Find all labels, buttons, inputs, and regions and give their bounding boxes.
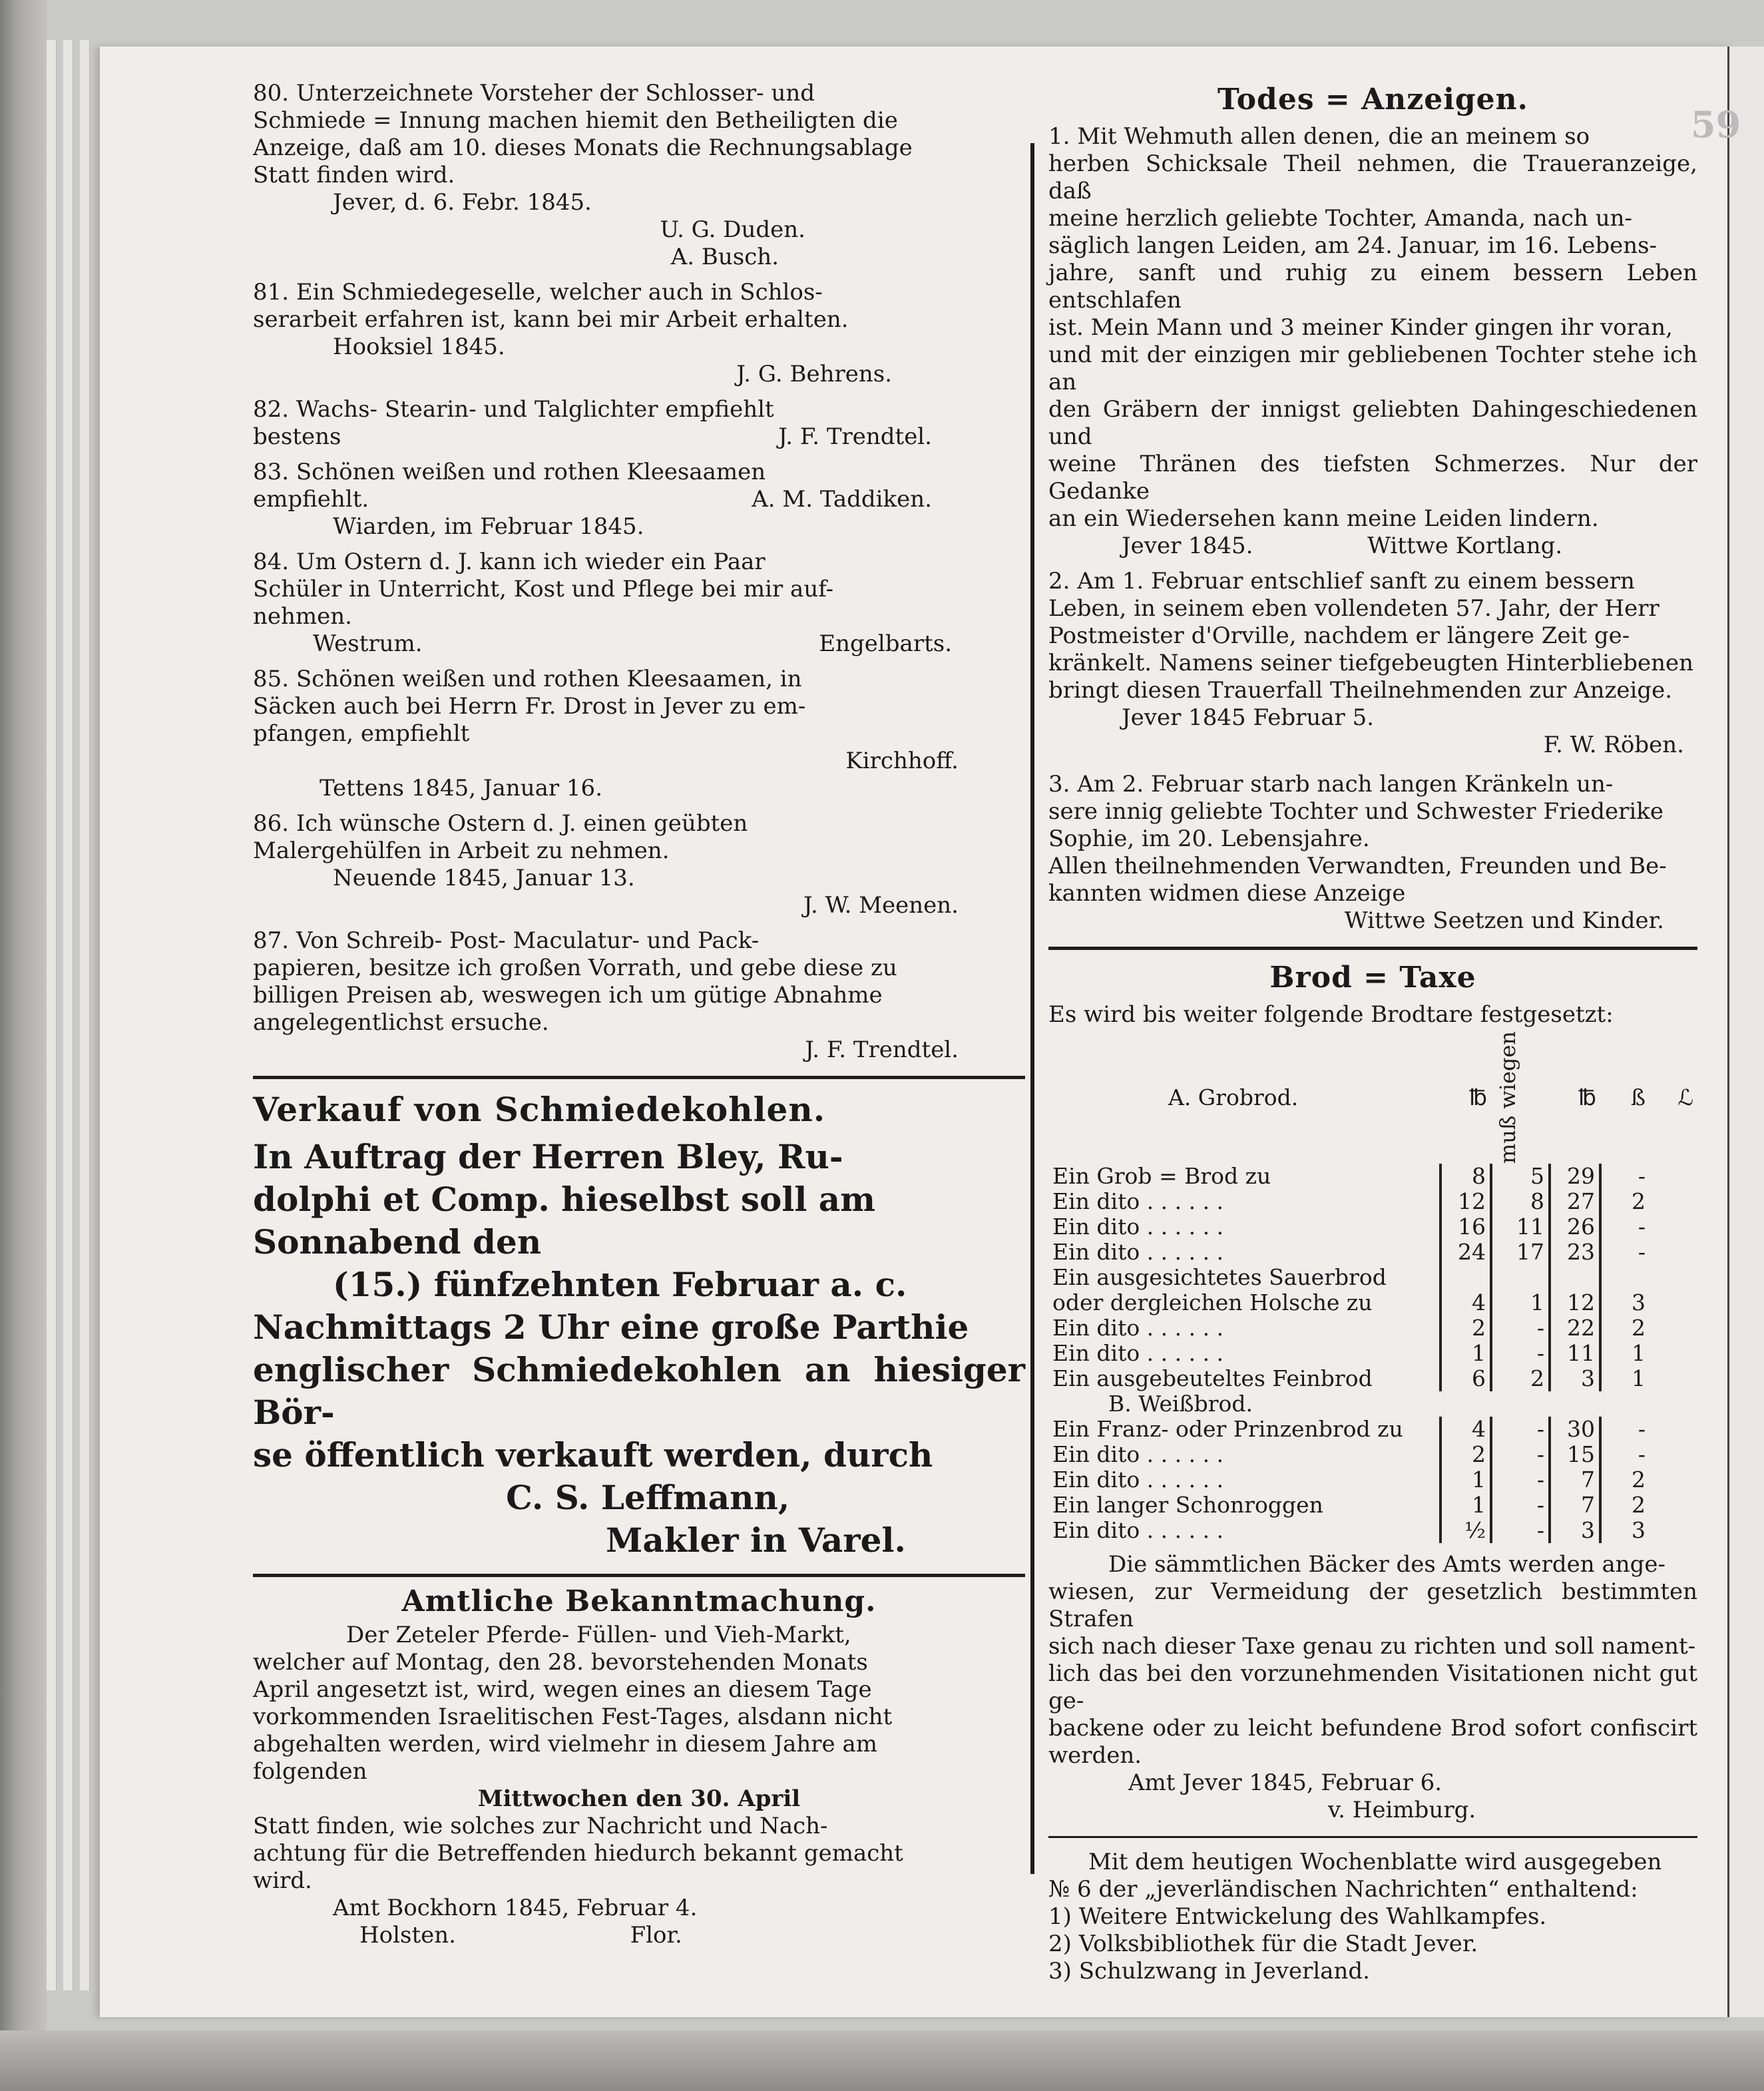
text-line: vorkommenden Israelitischen Fest-Tages, alsdann nicht (253, 1704, 893, 1730)
signature: Makler in Varel. (606, 1520, 906, 1560)
signature: Holsten. (359, 1922, 456, 1949)
signature: U. G. Duden. (660, 216, 805, 243)
price-cell: 3 (1550, 1518, 1600, 1543)
price-cell: 1 (1600, 1341, 1650, 1366)
bread-price-table (1048, 1031, 1697, 1543)
notice-86 (253, 810, 1025, 919)
column-header: ß (1630, 1084, 1646, 1110)
text-line: 80. Unterzeichnete Vorsteher der Schlosser- und (253, 80, 815, 107)
table-row (1048, 1341, 1697, 1366)
signature: J. W. Meenen. (803, 892, 959, 919)
text-line: 2. Am 1. Februar entschlief sanft zu einem bessern (1048, 568, 1635, 594)
price-cell: 3 (1600, 1290, 1650, 1315)
text-line: 82. Wachs- Stearin- und Talglichter empfiehlt (253, 396, 774, 423)
signature: Wittwe Kortlang. (1367, 533, 1563, 559)
section-rule (1048, 947, 1697, 950)
table-row (1048, 1518, 1697, 1543)
weight-cell: 1 (1440, 1341, 1491, 1366)
text-line: achtung für die Betreffenden hiedurch bekannt gemacht (253, 1840, 903, 1867)
place-date: Jever, d. 6. Febr. 1845. (333, 189, 592, 216)
weight-cell: 5 (1491, 1164, 1550, 1189)
text-line: säglich langen Leiden, am 24. Januar, im 16. Lebens- (1048, 232, 1657, 259)
price-cell: 29 (1550, 1164, 1600, 1189)
text-line: Sophie, im 20. Lebensjahre. (1048, 825, 1370, 852)
place-date: Hooksiel 1845. (333, 334, 505, 360)
list-item: 3) Schulzwang in Jeverland. (1048, 1958, 1370, 1985)
text-line: papieren, besitze ich großen Vorrath, und gebe diese zu (253, 955, 897, 981)
notice-84 (253, 549, 1025, 658)
text-line: wird. (253, 1867, 312, 1894)
amtliche-bekanntmachung (253, 1584, 1025, 1949)
weight-cell: 4 (1440, 1290, 1491, 1315)
text-line: Malergehülfen in Arbeit zu nehmen. (253, 837, 670, 864)
item-label: Ein dito . . . . . . (1052, 1239, 1224, 1266)
table-row (1048, 1467, 1697, 1493)
text-line: Statt finden wird. (253, 162, 455, 188)
price-cell: 26 (1550, 1214, 1600, 1240)
text-line: 87. Von Schreib- Post- Maculatur- und Pack- (253, 927, 760, 954)
text-line: folgenden (253, 1758, 367, 1785)
section-row (1048, 1391, 1697, 1417)
signature: Wittwe Seetzen und Kinder. (1344, 907, 1664, 934)
text-line: 84. Um Ostern d. J. kann ich wieder ein Paar (253, 549, 766, 575)
text-line: wiesen, zur Vermeidung der gesetzlich bestimmten Strafen (1048, 1578, 1697, 1633)
text-line: Sonnabend den (253, 1222, 542, 1262)
item-label: Ein ausgesichtetes Sauerbrod (1052, 1264, 1387, 1291)
signature: C. S. Leffmann, (506, 1478, 790, 1517)
wochenblatt-notice (1048, 1849, 1697, 1985)
text-line: an ein Wiedersehen kann meine Leiden lindern. (1048, 505, 1599, 532)
table-row (1048, 1189, 1697, 1214)
table-row (1048, 1315, 1697, 1341)
notice-82 (253, 396, 1025, 451)
text-line: serarbeit erfahren ist, kann bei mir Arbeit erhalten. (253, 306, 849, 333)
item-label: Ein Franz- oder Prinzenbrod zu (1052, 1416, 1403, 1443)
place-date: Amt Jever 1845, Februar 6. (1128, 1769, 1442, 1797)
page-stack-edge (47, 40, 57, 1990)
book-edge-bottom (0, 2030, 1764, 2091)
price-cell: 30 (1550, 1417, 1600, 1442)
price-cell: 2 (1600, 1493, 1650, 1518)
text-line: dolphi et Comp. hieselbst soll am (253, 1180, 876, 1219)
price-cell: 1 (1600, 1366, 1650, 1391)
table-row (1048, 1214, 1697, 1240)
text-line: Nachmittags 2 Uhr eine große Parthie (253, 1307, 969, 1347)
section-rule (1048, 1836, 1697, 1838)
weight-cell: - (1491, 1341, 1550, 1366)
item-label: Ein langer Schonroggen (1052, 1492, 1323, 1518)
signature: A. Busch. (670, 244, 779, 270)
table-row (1048, 1366, 1697, 1391)
notice-81 (253, 279, 1025, 388)
section-title: Brod = Taxe (1269, 961, 1476, 995)
text-line: Der Zeteler Pferde- Füllen- und Vieh-Markt, (346, 1622, 851, 1648)
weight-cell: 1 (1491, 1290, 1550, 1315)
place-date: Jever 1845. (1122, 533, 1253, 559)
price-cell: 3 (1550, 1366, 1600, 1391)
text-line: Statt finden, wie solches zur Nachricht und Nach- (253, 1813, 828, 1839)
text-line: weine Thränen des tiefsten Schmerzes. Nur der Gedanke (1048, 451, 1697, 505)
section-label: A. Grobrod. (1168, 1084, 1299, 1110)
text-line: sere innig geliebte Tochter und Schwester Friederike (1048, 798, 1663, 825)
price-cell: 2 (1600, 1189, 1650, 1214)
table-row (1048, 1265, 1697, 1290)
item-label: Ein dito . . . . . . (1052, 1188, 1224, 1215)
text-line: billigen Preisen ab, weswegen ich um gütige Abnahme (253, 982, 883, 1009)
text-line: jahre, sanft und ruhig zu einem bessern Leben entschlafen (1048, 260, 1697, 314)
weight-cell: 24 (1440, 1240, 1491, 1265)
price-cell: 2 (1600, 1315, 1650, 1341)
death-notice-1 (1048, 123, 1697, 560)
text-line: bringt diesen Trauerfall Theilnehmenden zur Anzeige. (1048, 677, 1673, 704)
text-line: (15.) fünfzehnten Februar a. c. (333, 1265, 907, 1304)
text-line: empfiehlt. (253, 486, 369, 513)
price-cell: 22 (1550, 1315, 1600, 1341)
intro-text: Es wird bis weiter folgende Brodtare festgesetzt: (1048, 1001, 1614, 1028)
text-line: Säcken auch bei Herrn Fr. Drost in Jever zu em- (253, 693, 806, 720)
weight-cell (1440, 1265, 1491, 1290)
signature: F. W. Röben. (1543, 732, 1684, 758)
item-label: Ein dito . . . . . . (1052, 1441, 1224, 1468)
weight-cell: 8 (1440, 1164, 1491, 1189)
column-header: ℔ (1469, 1084, 1487, 1110)
weight-cell: 6 (1440, 1366, 1491, 1391)
text-line: backene oder zu leicht befundene Brod sofort confiscirt werden. (1048, 1715, 1697, 1769)
notice-80 (253, 80, 1025, 271)
text-line: 3. Am 2. Februar starb nach langen Kränkeln un- (1048, 771, 1614, 798)
text-line: 86. Ich wünsche Ostern d. J. einen geübten (253, 810, 748, 837)
text-line: ist. Mein Mann und 3 meiner Kinder gingen ihr voran, (1048, 314, 1673, 341)
price-cell: - (1600, 1240, 1650, 1265)
place-date: Westrum. (313, 630, 423, 657)
price-cell: 7 (1550, 1493, 1600, 1518)
weight-cell: - (1491, 1467, 1550, 1493)
section-rule (253, 1076, 1025, 1079)
weight-cell: 12 (1440, 1189, 1491, 1214)
notice-87 (253, 927, 1025, 1064)
text-line: 85. Schönen weißen und rothen Kleesaamen, in (253, 666, 802, 692)
item-label: Ein ausgebeuteltes Feinbrod (1052, 1365, 1373, 1392)
column-divider (1030, 143, 1034, 1874)
price-cell: 23 (1550, 1240, 1600, 1265)
text-line: kränkelt. Namens seiner tiefgebeugten Hinterbliebenen (1048, 650, 1694, 676)
text-line: Schmiede = Innung machen hiemit den Betheiligten die (253, 107, 898, 134)
weight-cell: 8 (1491, 1189, 1550, 1214)
price-cell: 2 (1600, 1467, 1650, 1493)
text-line: April angesetzt ist, wird, wegen eines an diesem Tage (253, 1676, 872, 1703)
text-line: Anzeige, daß am 10. dieses Monats die Rechnungsablage (253, 134, 913, 161)
signature-line (1048, 533, 1697, 560)
signature: v. Heimburg. (1328, 1797, 1476, 1824)
announcement-title: Verkauf von Schmiedekohlen. (253, 1090, 826, 1129)
text-line: Postmeister d'Orville, nachdem er längere Zeit ge- (1048, 622, 1630, 649)
text-line: meine herzlich geliebte Tochter, Amanda, nach un- (1048, 205, 1633, 232)
price-cell: - (1600, 1417, 1650, 1442)
text-line: Allen theilnehmenden Verwandten, Freunden und Be- (1048, 853, 1667, 879)
price-cell: - (1600, 1214, 1650, 1240)
signatures (253, 1922, 1025, 1949)
text-line: Mit dem heutigen Wochenblatte wird ausgegeben (1088, 1849, 1662, 1876)
item-label: Ein dito . . . . . . (1052, 1517, 1224, 1544)
column-header: ℒ (1677, 1084, 1693, 1110)
item-label: Ein dito . . . . . . (1052, 1340, 1224, 1367)
price-cell: 11 (1550, 1341, 1600, 1366)
text-line: 83. Schönen weißen und rothen Kleesaamen (253, 459, 766, 485)
price-cell: 15 (1550, 1442, 1600, 1467)
price-cell: 7 (1550, 1467, 1600, 1493)
place-date: Tettens 1845, Januar 16. (320, 775, 602, 802)
column-header: ℔ (1578, 1084, 1596, 1110)
price-cell: - (1600, 1164, 1650, 1189)
signature: Kirchhoff. (845, 748, 959, 774)
announcement-title: Amtliche Bekanntmachung. (401, 1584, 877, 1618)
text-line: bestens (253, 423, 341, 450)
signature: Flor. (630, 1922, 682, 1949)
signature: A. M. Taddiken. (752, 486, 932, 513)
item-label: Ein dito . . . . . . (1052, 1467, 1224, 1493)
table-row (1048, 1164, 1697, 1189)
vertical-label: muß wiegen (1495, 1031, 1520, 1164)
bleed-through-page-number: 59 (1691, 103, 1741, 146)
notice-83 (253, 459, 1025, 541)
market-date: Mittwochen den 30. April (477, 1785, 801, 1812)
text-line: und mit der einzigen mir gebliebenen Tochter stehe ich an (1048, 342, 1697, 395)
weight-cell: - (1491, 1493, 1550, 1518)
weight-cell: - (1491, 1518, 1550, 1543)
signature: Engelbarts. (819, 630, 952, 657)
text-line: 81. Ein Schmiedegeselle, welcher auch in Schlos- (253, 279, 823, 306)
death-notice-3 (1048, 771, 1697, 935)
page-stack-edge (80, 40, 90, 1990)
item-label: Ein dito . . . . . . (1052, 1214, 1224, 1240)
weight-cell: 16 (1440, 1214, 1491, 1240)
signature: J. F. Trendtel. (805, 1037, 959, 1063)
table-row (1048, 1417, 1697, 1442)
text-line: herben Schicksale Theil nehmen, die Traueranzeige, daß (1048, 150, 1697, 204)
brod-taxe (1048, 961, 1697, 1824)
text-line: angelegentlichst ersuche. (253, 1009, 549, 1036)
item-label: Ein dito . . . . . . (1052, 1315, 1224, 1341)
announcement-body (253, 1136, 1025, 1562)
death-notice-2 (1048, 568, 1697, 759)
text-line: pfangen, empfiehlt (253, 720, 470, 747)
table-row (1048, 1442, 1697, 1467)
text-line: lich das bei den vorzunehmenden Visitationen nicht gut ge- (1048, 1660, 1697, 1715)
verkauf-announcement (253, 1090, 1025, 1562)
text-line: kannten widmen diese Anzeige (1048, 880, 1406, 907)
text-line: nehmen. (253, 603, 352, 630)
weight-cell: 2 (1440, 1442, 1491, 1467)
brod-notice (1048, 1551, 1697, 1824)
signature: J. G. Behrens. (736, 361, 892, 387)
weight-cell: 1 (1440, 1467, 1491, 1493)
text-line: Leben, in seinem eben vollendeten 57. Jahr, der Herr (1048, 595, 1659, 622)
weight-cell (1491, 1265, 1550, 1290)
signature: J. F. Trendtel. (778, 423, 932, 450)
list-item: 2) Volksbibliothek für die Stadt Jever. (1048, 1931, 1478, 1958)
item-label: oder dergleichen Holsche zu (1052, 1289, 1373, 1316)
weight-cell: 2 (1491, 1366, 1550, 1391)
weight-cell: 1 (1440, 1493, 1491, 1518)
price-cell: 12 (1550, 1290, 1600, 1315)
page-stack-edge (63, 40, 73, 1990)
price-cell: 3 (1600, 1518, 1650, 1543)
list-item: 1) Weitere Entwickelung des Wahlkampfes. (1048, 1903, 1547, 1931)
place-date: Jever 1845 Februar 5. (1122, 704, 1375, 731)
text-line: welcher auf Montag, den 28. bevorstehenden Monats (253, 1649, 868, 1676)
place-date: Amt Bockhorn 1845, Februar 4. (333, 1895, 698, 1921)
section-rule (253, 1574, 1025, 1577)
text-line: abgehalten werden, wird vielmehr in diesem Jahre am (253, 1731, 877, 1757)
text-line: Die sämmtlichen Bäcker des Amts werden ange- (1108, 1551, 1665, 1578)
price-cell (1600, 1265, 1650, 1290)
price-cell: 27 (1550, 1189, 1600, 1214)
place-date: Wiarden, im Februar 1845. (333, 513, 644, 540)
weight-cell: 17 (1491, 1240, 1550, 1265)
weight-cell: 2 (1440, 1315, 1491, 1341)
text-line: Schüler in Unterricht, Kost und Pflege bei mir auf- (253, 576, 834, 602)
section-label: B. Weißbrod. (1108, 1391, 1253, 1417)
text-line: 1. Mit Wehmuth allen denen, die an meinem so (1048, 123, 1590, 150)
left-column (253, 80, 1025, 1977)
table-row (1048, 1290, 1697, 1315)
place-date: Neuende 1845, Januar 13. (333, 865, 635, 891)
price-cell (1550, 1265, 1600, 1290)
text-line: № 6 der „jeverländischen Nachrichten“ enthaltend: (1048, 1876, 1638, 1903)
text-line: se öffentlich verkauft werden, durch (253, 1435, 933, 1475)
text-line: In Auftrag der Herren Bley, Ru- (253, 1137, 843, 1176)
weight-cell: 11 (1491, 1214, 1550, 1240)
muss-wiegen-label (1491, 1031, 1550, 1164)
text-line: den Gräbern der innigst geliebten Dahingeschiedenen und (1048, 396, 1697, 450)
item-label: Ein Grob = Brod zu (1052, 1163, 1271, 1190)
text-line: englischer Schmiedekohlen an hiesiger Bör- (253, 1350, 1025, 1432)
weight-cell: - (1491, 1315, 1550, 1341)
price-cell: - (1600, 1442, 1650, 1467)
table-row (1048, 1240, 1697, 1265)
next-page-edge (1727, 47, 1764, 2017)
weight-cell: ½ (1440, 1518, 1491, 1543)
section-title: Todes = Anzeigen. (1217, 83, 1528, 116)
book-edge-left (0, 0, 47, 2091)
right-column (1048, 80, 1697, 1985)
weight-cell: 4 (1440, 1417, 1491, 1442)
notice-85 (253, 666, 1025, 802)
table-row (1048, 1493, 1697, 1518)
weight-cell: - (1491, 1442, 1550, 1467)
weight-cell: - (1491, 1417, 1550, 1442)
text-line: sich nach dieser Taxe genau zu richten und soll nament- (1048, 1633, 1696, 1660)
table-header-row (1048, 1031, 1697, 1164)
